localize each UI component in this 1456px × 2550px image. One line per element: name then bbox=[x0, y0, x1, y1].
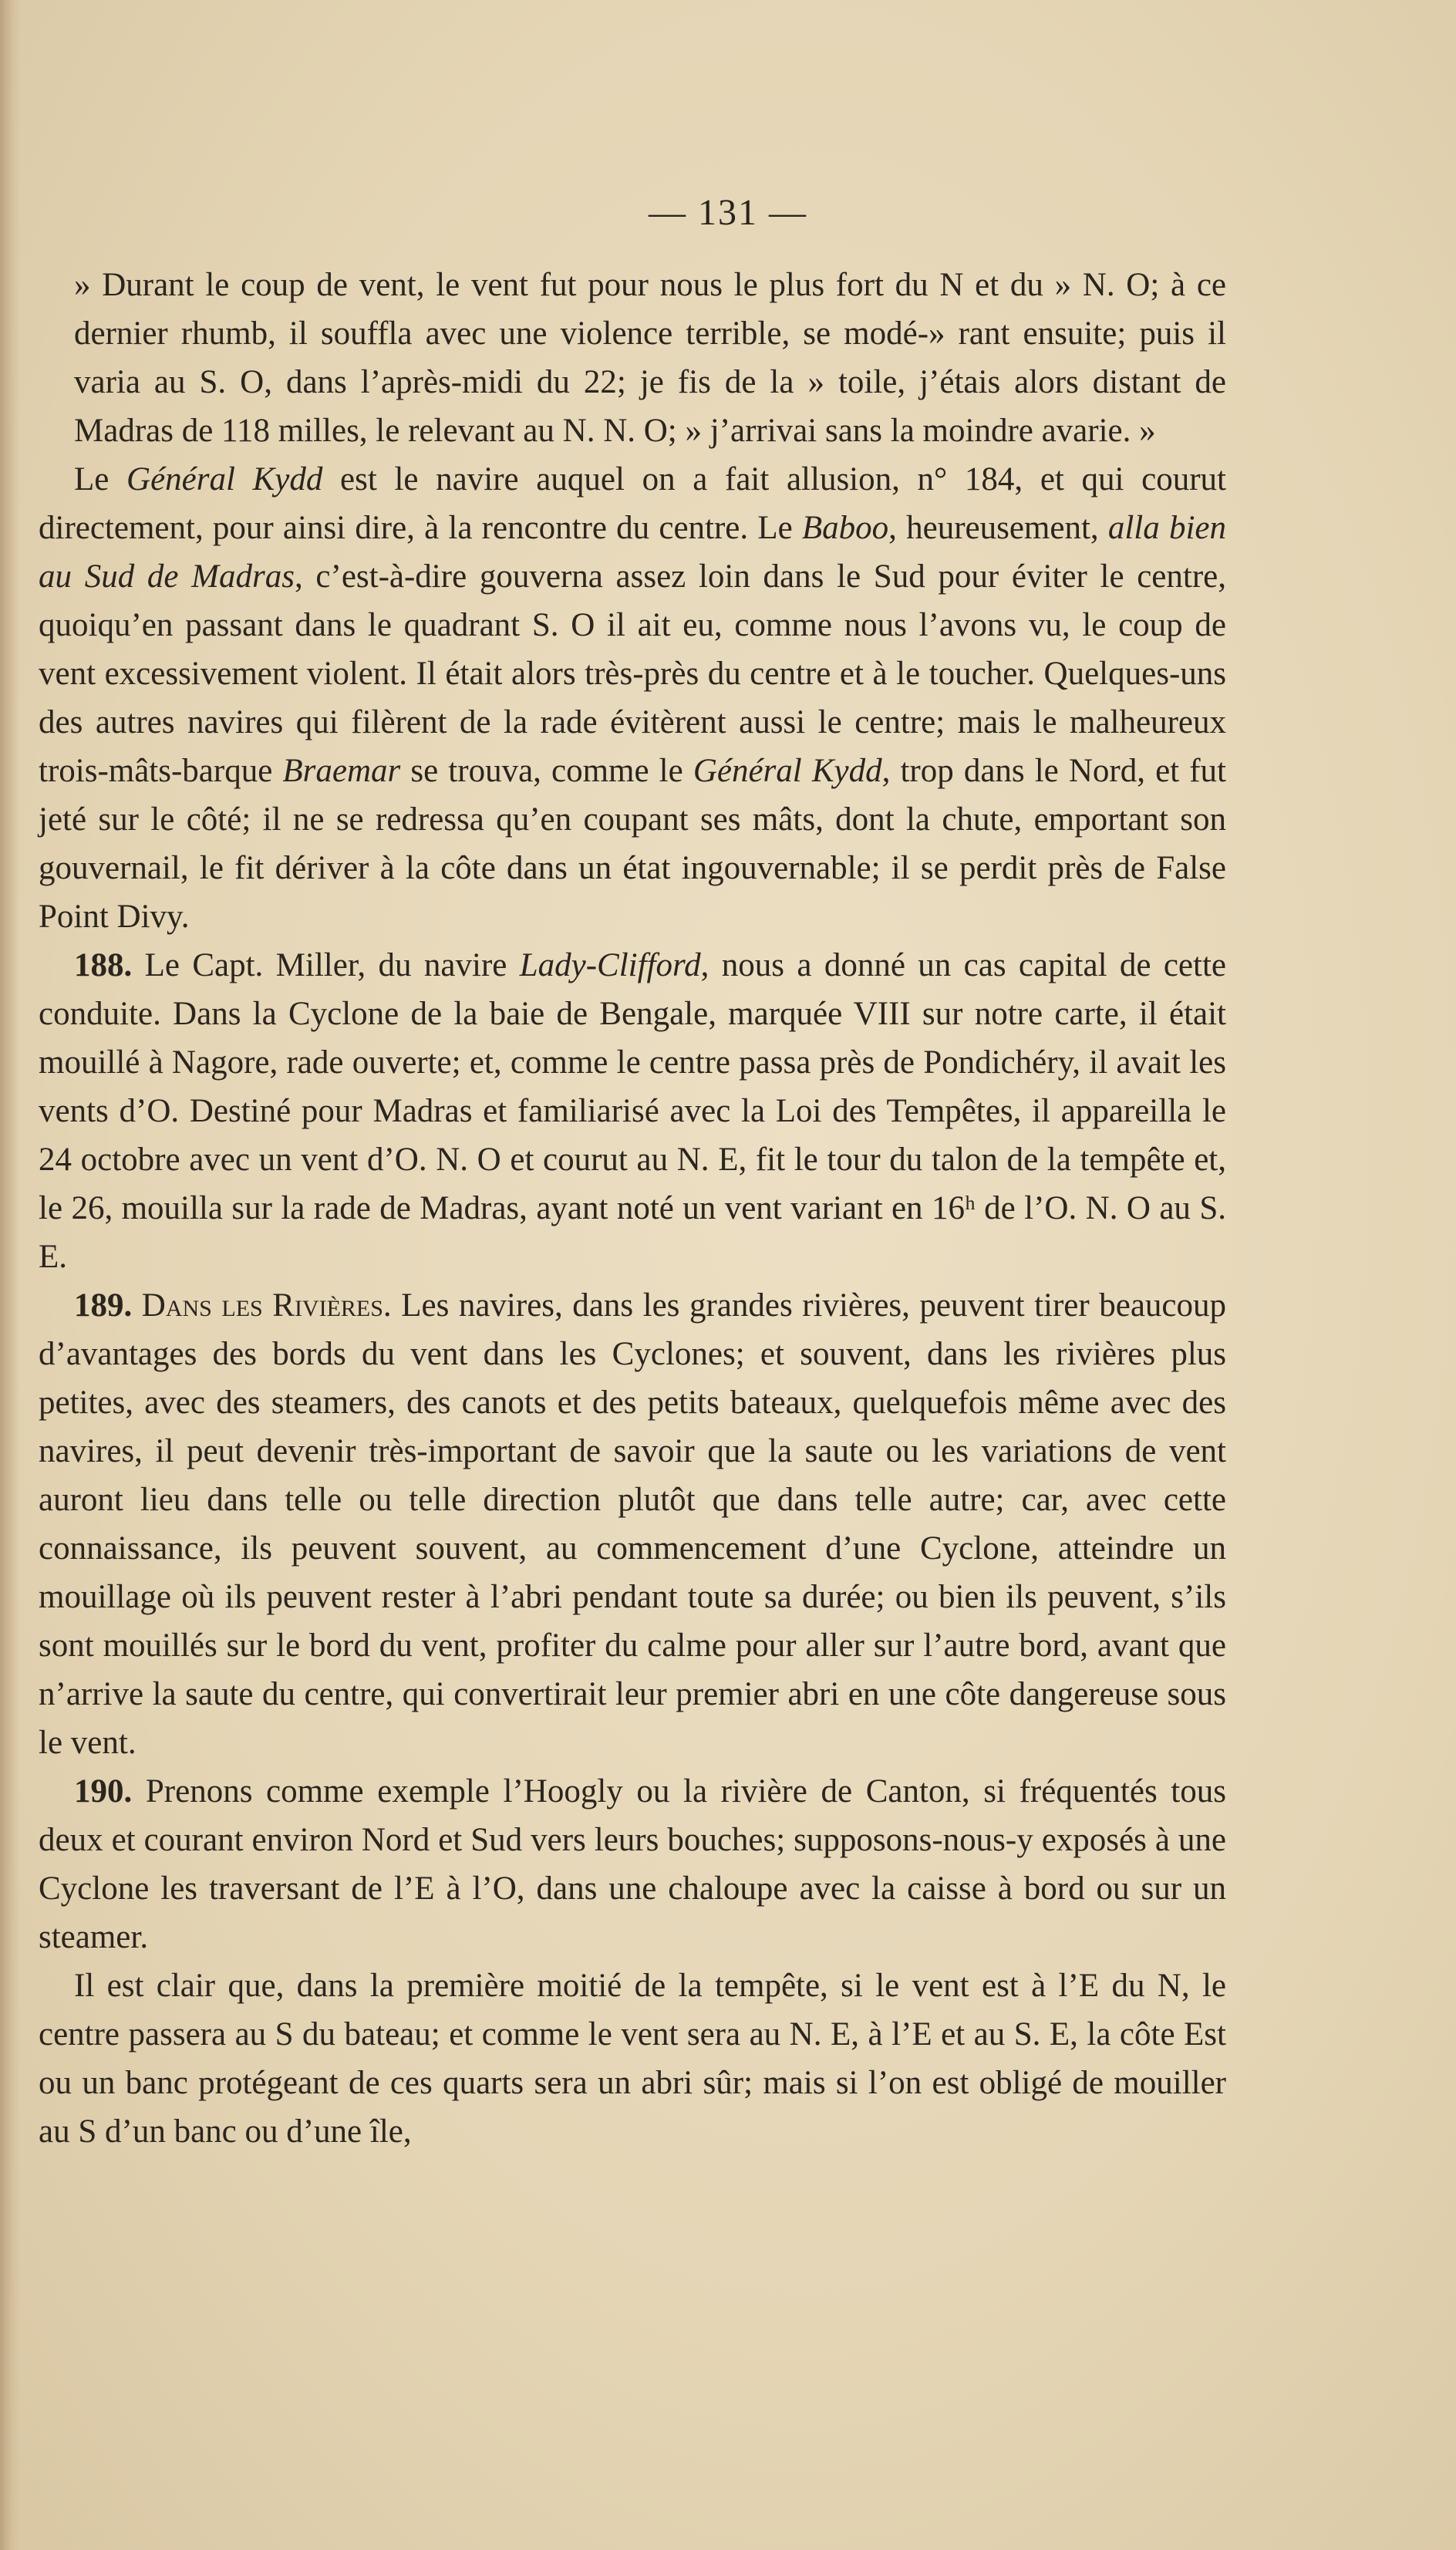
paragraph-190 bbox=[39, 1767, 1226, 1961]
paragraph-quote bbox=[39, 261, 1226, 455]
text-run: , nous a donné un cas capital de cette conduite. Dans la Cyclone de la baie de Bengale, marquée VIII sur notre carte, il était mouillé à Nagore, rade ouverte; et, comme le centre passa près de Pondichéry, il avait les vents d’O. Destiné pour Madras et familiarisé avec la Loi des Tempêtes, il appareilla le 24 octobre avec un vent d’O. N. O et courut au N. E, fit le tour du talon de la tempête et, le 26, mouilla sur la rade de Madras, ayant noté un vent variant en 16ʰ de l’O. N. O au S. E. bbox=[39, 947, 1226, 1275]
paragraph-text: » Durant le coup de vent, le vent fut pour nous le plus fort du N et du » N. O; à ce dernier rhumb, il souffla avec une violence terrible, se modé-» rant ensuite; puis il varia au S. O, dans l’après-midi du 22; je fis de la » toile, j’étais alors distant de Madras de 118 milles, le relevant au N. N. O; » j’arrivai sans la moindre avarie. » bbox=[74, 267, 1226, 449]
text-run: Le bbox=[74, 461, 127, 498]
italic-phrase: alla bien au Sud de Madras bbox=[39, 510, 1226, 595]
paragraph-text: Il est clair que, dans la première moitié de la tempête, si le vent est à l’E du N, le centre passera au S du bateau; et comme le vent sera au N. E, à l’E et au S. E, la côte Est ou un banc protégeant de ces quarts sera un abri sûr; mais si l’on est obligé de mouiller au S d’un banc ou d’une île, bbox=[39, 1968, 1226, 2150]
paragraph-189 bbox=[39, 1281, 1226, 1767]
ship-name: Lady-Clifford bbox=[519, 947, 701, 983]
text-run: , c’est-à-dire gouverna assez loin dans le Sud pour éviter le centre, quoiqu’en passant dans le quadrant S. O il ait eu, comme nous l’avons vu, le coup de vent excessivement violent. Il était alors très-près du centre et à le toucher. Quelques-uns des autres navires qui filèrent de la rade évitèrent aussi le centre; mais le malheureux trois-mâts-barque bbox=[39, 558, 1226, 789]
section-number: 188. bbox=[74, 947, 133, 983]
paragraph-conclusion bbox=[39, 1961, 1226, 2156]
text-run: Les navires, dans les grandes rivières, peuvent tirer beaucoup d’avantages des bords du vent dans les Cyclones; et souvent, dans les rivières plus petites, avec des steamers, des canots et des petits bateaux, quelquefois même avec des navires, il peut devenir très-important de savoir que la saute ou les variations de vent auront lieu dans telle ou telle direction plutôt que dans telle autre; car, avec cette connaissance, ils peuvent souvent, au commencement d’une Cyclone, atteindre un mouillage où ils peuvent rester à l’abri pendant toute sa durée; ou bien ils peuvent, s’ils sont mouillés sur le bord du vent, profiter du calme pour aller sur l’autre bord, avant que n’arrive la saute du centre, qui convertirait leur premier abri en une côte dangereuse sous le vent. bbox=[39, 1287, 1226, 1761]
page-body bbox=[39, 261, 1226, 2156]
text-run: , trop dans le Nord, et fut jeté sur le côté; il ne se redressa qu’en coupant ses mâts, dont la chute, emportant son gouvernail, le fit dériver à la côte dans un état ingouvernable; il se perdit près de False Point Divy. bbox=[39, 753, 1226, 935]
page-number: — 131 — bbox=[649, 192, 807, 233]
paragraph-general-kydd bbox=[39, 455, 1226, 941]
page-spine-shadow bbox=[0, 0, 20, 2550]
section-number: 189. bbox=[74, 1287, 133, 1324]
ship-name: Braemar bbox=[282, 753, 401, 789]
ship-name: Général Kydd bbox=[126, 461, 323, 498]
ship-name: Baboo bbox=[801, 510, 889, 546]
ship-name: Général Kydd bbox=[693, 753, 882, 789]
text-run: Prenons comme exemple l’Hoogly ou la rivière de Canton, si fréquentés tous deux et courant environ Nord et Sud vers leurs bouches; supposons-nous-y exposés à une Cyclone les traversant de l’E à l’O, dans une chaloupe avec la caisse à bord ou sur un steamer. bbox=[39, 1773, 1226, 1955]
section-heading: Dans les Rivières. bbox=[132, 1287, 392, 1324]
section-number: 190. bbox=[74, 1773, 133, 1810]
text-run: Le Capt. Miller, du navire bbox=[132, 947, 520, 983]
text-run: est le navire auquel on a fait allusion, n° 184, et qui courut directement, pour ainsi dire, à la rencontre du centre. Le bbox=[39, 461, 1226, 546]
paragraph-188 bbox=[39, 941, 1226, 1281]
text-run: se trouva, comme le bbox=[400, 753, 693, 789]
text-run: , heureusement, bbox=[888, 510, 1108, 546]
